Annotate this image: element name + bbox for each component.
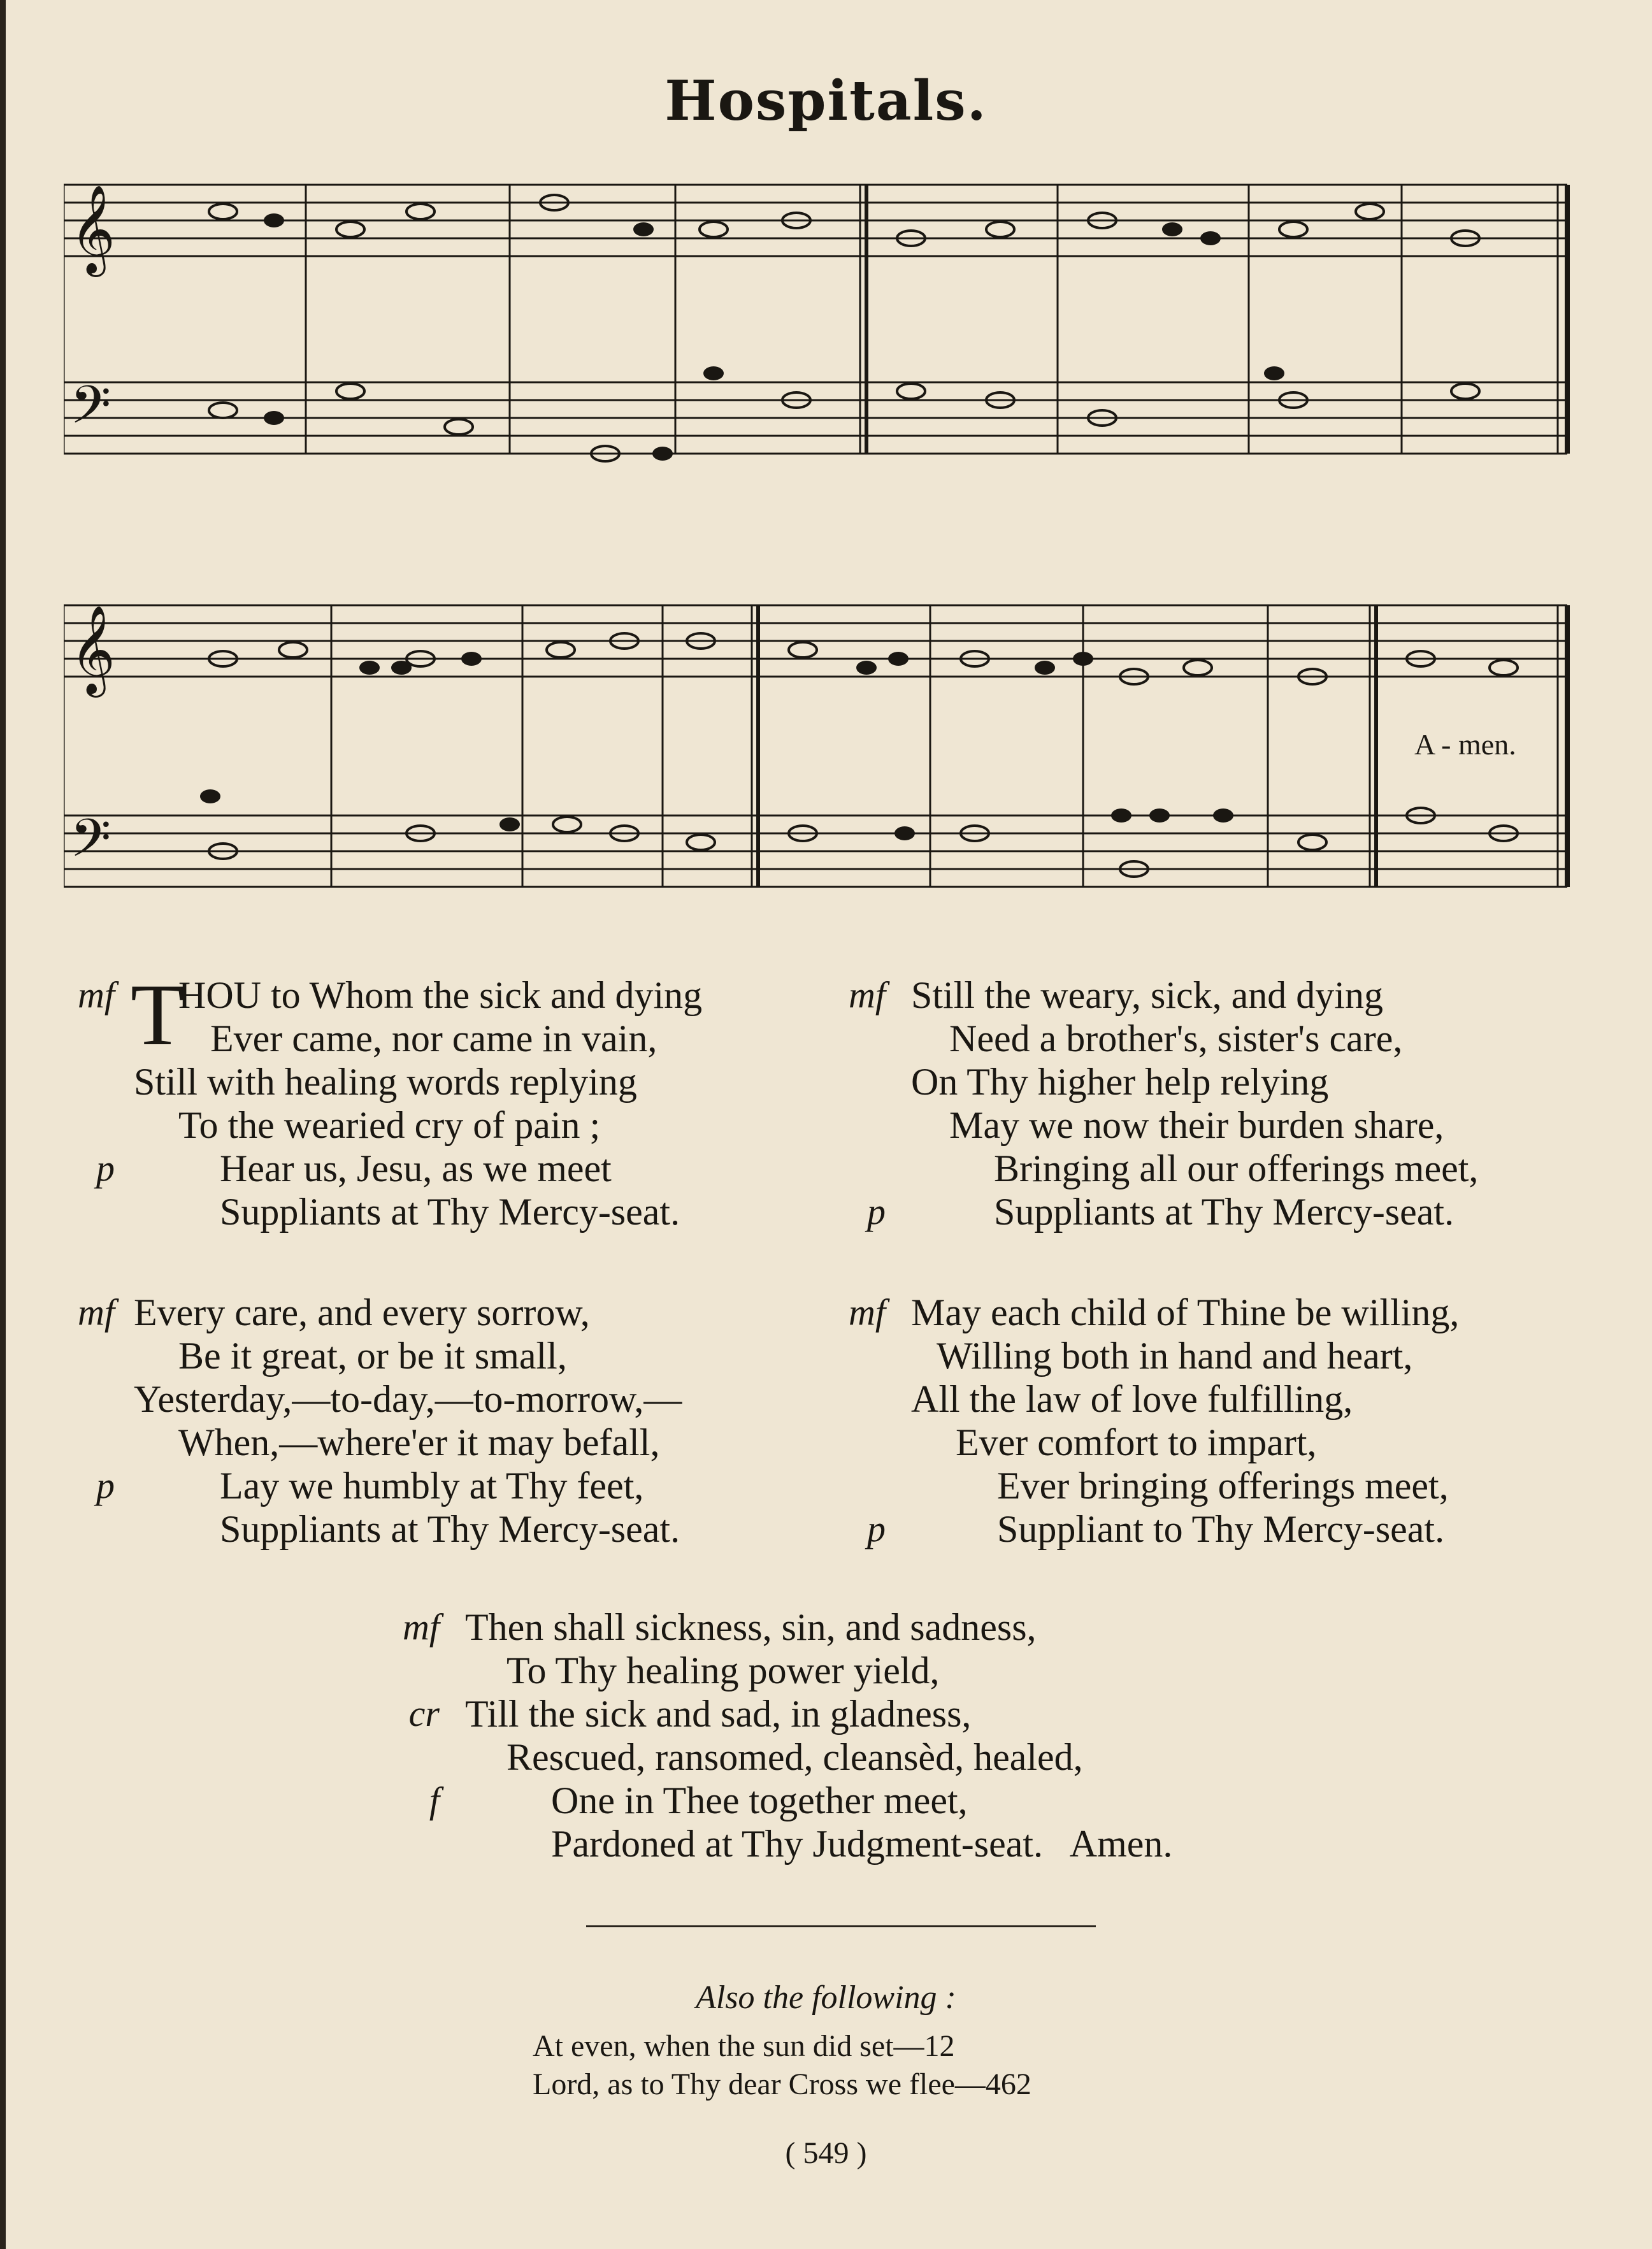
divider-rule [586, 1925, 1096, 1927]
verse-line: May we now their burden share, [949, 1104, 1444, 1146]
verse-line: Every care, and every sorrow, [134, 1291, 590, 1333]
verse-line: Still with healing words replying [134, 1061, 637, 1103]
dynamic-mark: mf [78, 974, 115, 1016]
verse-line: Hear us, Jesu, as we meet [220, 1147, 612, 1189]
svg-text:𝄢: 𝄢 [70, 374, 111, 449]
dynamic-mark: cr [408, 1693, 440, 1734]
verse-line: Be it great, or be it small, [178, 1335, 567, 1377]
dynamic-mark: p [96, 1147, 115, 1189]
music-system-2 [64, 567, 1580, 949]
verse-line: Lay we humbly at Thy feet, [220, 1465, 644, 1507]
music-system-1 [64, 159, 1580, 516]
verse-line: Rescued, ransomed, cleansèd, healed, [506, 1736, 1083, 1778]
page-number: ( 549 ) [785, 2136, 867, 2170]
verse-line: HOU to Whom the sick and dying [178, 974, 703, 1016]
hymn-title: Hospitals. [664, 69, 988, 133]
verse-line: Ever comfort to impart, [956, 1421, 1317, 1463]
dynamic-mark: f [429, 1779, 440, 1821]
verse-line: Suppliants at Thy Mercy-seat. [220, 1508, 680, 1550]
staff-notation-1 [64, 159, 1580, 516]
also-item: Lord, as to Thy dear Cross we flee—462 [533, 2067, 1031, 2101]
also-following-label: Also the following : [696, 1980, 956, 2016]
verse-line: Bringing all our offerings meet, [994, 1147, 1479, 1189]
verse-line: Till the sick and sad, in gladness, [465, 1693, 972, 1735]
also-item: At even, when the sun did set—12 [533, 2029, 955, 2063]
verse-line: Ever bringing offerings meet, [997, 1465, 1449, 1507]
verse-line: Suppliants at Thy Mercy-seat. [994, 1191, 1454, 1233]
svg-text:𝄞: 𝄞 [70, 605, 115, 694]
page-edge [0, 0, 6, 2249]
dynamic-mark: mf [849, 1291, 886, 1333]
drop-cap: T [131, 966, 185, 1063]
verse-line: One in Thee together meet, [551, 1779, 968, 1821]
dynamic-mark: p [96, 1465, 115, 1506]
verse-line: When,—where'er it may befall, [178, 1421, 660, 1463]
verse-line: Then shall sickness, sin, and sadness, [465, 1606, 1037, 1648]
dynamic-mark: p [867, 1191, 886, 1232]
verse-line: Need a brother's, sister's care, [949, 1017, 1403, 1060]
verse-line: Still the weary, sick, and dying [911, 974, 1383, 1016]
svg-text:𝄢: 𝄢 [70, 807, 111, 882]
dynamic-mark: mf [849, 974, 886, 1016]
verse-line: On Thy higher help relying [911, 1061, 1329, 1103]
amen-label: A - men. [1414, 728, 1516, 761]
verse-line: To the wearied cry of pain ; [178, 1104, 601, 1146]
verse-line: Yesterday,—to-day,—to-morrow,— [134, 1378, 682, 1420]
verse-line: Willing both in hand and heart, [937, 1335, 1413, 1377]
dynamic-mark: mf [78, 1291, 115, 1333]
svg-text:𝄞: 𝄞 [70, 185, 115, 273]
dynamic-mark: p [867, 1508, 886, 1549]
verse-line: May each child of Thine be willing, [911, 1291, 1460, 1333]
verse-line: To Thy healing power yield, [506, 1649, 940, 1692]
verse-line: Suppliant to Thy Mercy-seat. [997, 1508, 1445, 1550]
verse-line: All the law of love fulfilling, [911, 1378, 1353, 1420]
staff-notation-2 [64, 567, 1580, 949]
verse-line: Pardoned at Thy Judgment-seat. Amen. [551, 1823, 1173, 1865]
dynamic-mark: mf [403, 1606, 440, 1648]
verse-line: Ever came, nor came in vain, [210, 1017, 657, 1060]
verse-line: Suppliants at Thy Mercy-seat. [220, 1191, 680, 1233]
